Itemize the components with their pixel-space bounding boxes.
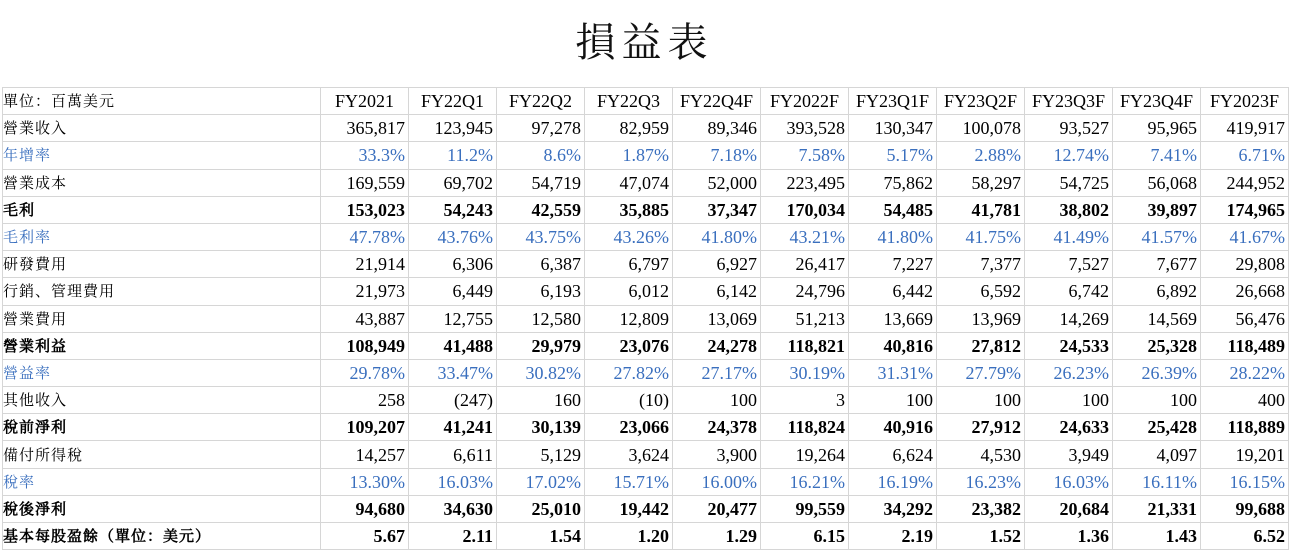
table-cell: 38,802 — [1025, 196, 1113, 223]
table-cell: 26,417 — [761, 251, 849, 278]
table-cell: 6,611 — [409, 441, 497, 468]
table-cell: 69,702 — [409, 169, 497, 196]
income-statement-table — [2, 87, 1289, 550]
table-cell: 100 — [673, 387, 761, 414]
row-label: 毛利率 — [3, 223, 321, 250]
table-cell: 3,900 — [673, 441, 761, 468]
table-cell: 6,592 — [937, 278, 1025, 305]
table-cell: 30.19% — [761, 359, 849, 386]
table-cell: 24,533 — [1025, 332, 1113, 359]
column-header: FY23Q4F — [1113, 88, 1201, 115]
table-cell: 25,010 — [497, 495, 585, 522]
table-cell: 5,129 — [497, 441, 585, 468]
table-cell: 7.58% — [761, 142, 849, 169]
table-cell: 6,387 — [497, 251, 585, 278]
table-cell: 95,965 — [1113, 115, 1201, 142]
table-cell: 6,306 — [409, 251, 497, 278]
table-cell: 41,488 — [409, 332, 497, 359]
column-header: FY23Q3F — [1025, 88, 1113, 115]
table-cell: 7.41% — [1113, 142, 1201, 169]
table-cell: 118,824 — [761, 414, 849, 441]
row-label: 行銷、管理費用 — [3, 278, 321, 305]
table-cell: 29,979 — [497, 332, 585, 359]
table-row — [3, 495, 1289, 522]
table-cell: 21,973 — [321, 278, 409, 305]
table-cell: 1.87% — [585, 142, 673, 169]
table-cell: 47.78% — [321, 223, 409, 250]
table-cell: 26,668 — [1201, 278, 1289, 305]
row-label: 稅後淨利 — [3, 495, 321, 522]
table-cell: 24,633 — [1025, 414, 1113, 441]
table-cell: 6,449 — [409, 278, 497, 305]
table-cell: 12,580 — [497, 305, 585, 332]
table-cell: 223,495 — [761, 169, 849, 196]
row-label: 稅率 — [3, 468, 321, 495]
table-cell: 51,213 — [761, 305, 849, 332]
table-cell: 6,193 — [497, 278, 585, 305]
table-cell: 54,485 — [849, 196, 937, 223]
table-cell: 14,269 — [1025, 305, 1113, 332]
row-label: 其他收入 — [3, 387, 321, 414]
table-cell: 26.39% — [1113, 359, 1201, 386]
table-cell: 6,442 — [849, 278, 937, 305]
table-cell: 23,076 — [585, 332, 673, 359]
table-cell: 34,292 — [849, 495, 937, 522]
table-cell: 97,278 — [497, 115, 585, 142]
table-cell: 24,378 — [673, 414, 761, 441]
table-cell: 42,559 — [497, 196, 585, 223]
page-title: 損益表 — [575, 20, 714, 66]
table-cell: 3,949 — [1025, 441, 1113, 468]
table-cell: 25,428 — [1113, 414, 1201, 441]
table-row — [3, 278, 1289, 305]
table-cell: 2.19 — [849, 523, 937, 550]
table-cell: 1.43 — [1113, 523, 1201, 550]
table-cell: 160 — [497, 387, 585, 414]
table-cell: 14,569 — [1113, 305, 1201, 332]
table-cell: 29.78% — [321, 359, 409, 386]
table-cell: 1.54 — [497, 523, 585, 550]
table-cell: 19,264 — [761, 441, 849, 468]
table-cell: 7,377 — [937, 251, 1025, 278]
table-cell: 30,139 — [497, 414, 585, 441]
table-cell: 153,023 — [321, 196, 409, 223]
row-label: 營益率 — [3, 359, 321, 386]
table-cell: 16.11% — [1113, 468, 1201, 495]
table-cell: 118,889 — [1201, 414, 1289, 441]
row-label: 毛利 — [3, 196, 321, 223]
table-row — [3, 441, 1289, 468]
table-cell: 41.80% — [673, 223, 761, 250]
table-row — [3, 251, 1289, 278]
table-cell: 2.88% — [937, 142, 1025, 169]
table-cell: (10) — [585, 387, 673, 414]
table-cell: 23,066 — [585, 414, 673, 441]
table-cell: 12,809 — [585, 305, 673, 332]
column-header: FY2023F — [1201, 88, 1289, 115]
table-cell: 40,916 — [849, 414, 937, 441]
table-cell: 130,347 — [849, 115, 937, 142]
table-cell: 3,624 — [585, 441, 673, 468]
table-cell: 1.29 — [673, 523, 761, 550]
table-cell: 3 — [761, 387, 849, 414]
table-cell: 43,887 — [321, 305, 409, 332]
table-cell: 16.23% — [937, 468, 1025, 495]
table-cell: 15.71% — [585, 468, 673, 495]
row-label: 稅前淨利 — [3, 414, 321, 441]
table-cell: 100 — [849, 387, 937, 414]
table-cell: 39,897 — [1113, 196, 1201, 223]
table-cell: 14,257 — [321, 441, 409, 468]
table-cell: 31.31% — [849, 359, 937, 386]
table-cell: 54,243 — [409, 196, 497, 223]
table-cell: 6.71% — [1201, 142, 1289, 169]
column-header: FY22Q2 — [497, 88, 585, 115]
unit-label: 單位：百萬美元 — [3, 88, 321, 115]
table-cell: 13,069 — [673, 305, 761, 332]
table-cell: 47,074 — [585, 169, 673, 196]
column-header: FY22Q3 — [585, 88, 673, 115]
table-cell: 43.75% — [497, 223, 585, 250]
table-cell: 4,097 — [1113, 441, 1201, 468]
table-cell: 37,347 — [673, 196, 761, 223]
table-cell: 6,927 — [673, 251, 761, 278]
table-cell: 12.74% — [1025, 142, 1113, 169]
table-cell: 16.15% — [1201, 468, 1289, 495]
table-cell: 30.82% — [497, 359, 585, 386]
table-cell: 58,297 — [937, 169, 1025, 196]
table-cell: 27.17% — [673, 359, 761, 386]
table-cell: 1.52 — [937, 523, 1025, 550]
table-cell: 75,862 — [849, 169, 937, 196]
table-cell: 16.00% — [673, 468, 761, 495]
table-cell: 24,278 — [673, 332, 761, 359]
table-cell: 244,952 — [1201, 169, 1289, 196]
table-cell: 41.57% — [1113, 223, 1201, 250]
table-cell: 393,528 — [761, 115, 849, 142]
table-cell: 54,719 — [497, 169, 585, 196]
table-cell: 109,207 — [321, 414, 409, 441]
table-cell: 27.82% — [585, 359, 673, 386]
column-header: FY23Q2F — [937, 88, 1025, 115]
table-cell: 40,816 — [849, 332, 937, 359]
table-cell: 28.22% — [1201, 359, 1289, 386]
table-cell: 41.80% — [849, 223, 937, 250]
table-cell: 24,796 — [761, 278, 849, 305]
table-row — [3, 468, 1289, 495]
column-header: FY22Q4F — [673, 88, 761, 115]
table-cell: 11.2% — [409, 142, 497, 169]
table-cell: 6.52 — [1201, 523, 1289, 550]
table-cell: 33.3% — [321, 142, 409, 169]
table-cell: 56,068 — [1113, 169, 1201, 196]
table-cell: 41.67% — [1201, 223, 1289, 250]
row-label: 年增率 — [3, 142, 321, 169]
table-cell: 4,530 — [937, 441, 1025, 468]
table-cell: 16.03% — [1025, 468, 1113, 495]
table-cell: 13.30% — [321, 468, 409, 495]
column-header: FY2021 — [321, 88, 409, 115]
table-cell: 43.26% — [585, 223, 673, 250]
table-cell: 26.23% — [1025, 359, 1113, 386]
table-cell: 43.21% — [761, 223, 849, 250]
table-cell: 6,012 — [585, 278, 673, 305]
table-cell: 6,742 — [1025, 278, 1113, 305]
table-cell: 20,684 — [1025, 495, 1113, 522]
table-row — [3, 196, 1289, 223]
table-cell: 13,669 — [849, 305, 937, 332]
table-cell: 8.6% — [497, 142, 585, 169]
table-cell: 94,680 — [321, 495, 409, 522]
table-cell: 2.11 — [409, 523, 497, 550]
table-cell: 35,885 — [585, 196, 673, 223]
table-cell: 170,034 — [761, 196, 849, 223]
table-cell: 41,781 — [937, 196, 1025, 223]
table-row — [3, 142, 1289, 169]
table-cell: 1.20 — [585, 523, 673, 550]
table-row — [3, 523, 1289, 550]
table-cell: 6,624 — [849, 441, 937, 468]
row-label: 營業收入 — [3, 115, 321, 142]
table-cell: 123,945 — [409, 115, 497, 142]
table-cell: 52,000 — [673, 169, 761, 196]
table-cell: 7,227 — [849, 251, 937, 278]
header-row — [3, 88, 1289, 115]
table-cell: 34,630 — [409, 495, 497, 522]
table-cell: 5.67 — [321, 523, 409, 550]
table-cell: 258 — [321, 387, 409, 414]
table-cell: 19,442 — [585, 495, 673, 522]
table-cell: 174,965 — [1201, 196, 1289, 223]
table-cell: 118,821 — [761, 332, 849, 359]
table-cell: 25,328 — [1113, 332, 1201, 359]
table-cell: 169,559 — [321, 169, 409, 196]
table-cell: 419,917 — [1201, 115, 1289, 142]
table-cell: 12,755 — [409, 305, 497, 332]
table-cell: 41.49% — [1025, 223, 1113, 250]
table-cell: 7.18% — [673, 142, 761, 169]
table-cell: 82,959 — [585, 115, 673, 142]
table-cell: 89,346 — [673, 115, 761, 142]
table-cell: (247) — [409, 387, 497, 414]
table-cell: 7,677 — [1113, 251, 1201, 278]
table-row — [3, 169, 1289, 196]
column-header: FY22Q1 — [409, 88, 497, 115]
table-cell: 7,527 — [1025, 251, 1113, 278]
row-label: 營業利益 — [3, 332, 321, 359]
row-label: 營業費用 — [3, 305, 321, 332]
table-cell: 100 — [937, 387, 1025, 414]
table-row — [3, 359, 1289, 386]
row-label: 備付所得稅 — [3, 441, 321, 468]
table-cell: 29,808 — [1201, 251, 1289, 278]
table-cell: 23,382 — [937, 495, 1025, 522]
table-cell: 6,797 — [585, 251, 673, 278]
table-cell: 43.76% — [409, 223, 497, 250]
column-header: FY23Q1F — [849, 88, 937, 115]
table-cell: 6,142 — [673, 278, 761, 305]
table-cell: 1.36 — [1025, 523, 1113, 550]
table-cell: 400 — [1201, 387, 1289, 414]
table-cell: 99,688 — [1201, 495, 1289, 522]
row-label: 研發費用 — [3, 251, 321, 278]
table-row — [3, 414, 1289, 441]
table-row — [3, 332, 1289, 359]
table-cell: 27,812 — [937, 332, 1025, 359]
table-cell: 100 — [1113, 387, 1201, 414]
table-row — [3, 223, 1289, 250]
table-cell: 19,201 — [1201, 441, 1289, 468]
table-row — [3, 115, 1289, 142]
table-cell: 17.02% — [497, 468, 585, 495]
table-cell: 54,725 — [1025, 169, 1113, 196]
table-cell: 41.75% — [937, 223, 1025, 250]
table-cell: 93,527 — [1025, 115, 1113, 142]
table-cell: 16.19% — [849, 468, 937, 495]
table-cell: 118,489 — [1201, 332, 1289, 359]
table-row — [3, 305, 1289, 332]
table-cell: 13,969 — [937, 305, 1025, 332]
table-cell: 21,331 — [1113, 495, 1201, 522]
table-cell: 108,949 — [321, 332, 409, 359]
table-cell: 27.79% — [937, 359, 1025, 386]
table-cell: 41,241 — [409, 414, 497, 441]
table-cell: 33.47% — [409, 359, 497, 386]
table-cell: 27,912 — [937, 414, 1025, 441]
table-cell: 99,559 — [761, 495, 849, 522]
table-cell: 56,476 — [1201, 305, 1289, 332]
table-cell: 21,914 — [321, 251, 409, 278]
table-cell: 6,892 — [1113, 278, 1201, 305]
table-cell: 365,817 — [321, 115, 409, 142]
table-cell: 100,078 — [937, 115, 1025, 142]
table-cell: 6.15 — [761, 523, 849, 550]
column-header: FY2022F — [761, 88, 849, 115]
table-row — [3, 387, 1289, 414]
table-cell: 16.21% — [761, 468, 849, 495]
row-label: 營業成本 — [3, 169, 321, 196]
table-cell: 16.03% — [409, 468, 497, 495]
table-cell: 100 — [1025, 387, 1113, 414]
table-cell: 5.17% — [849, 142, 937, 169]
table-cell: 20,477 — [673, 495, 761, 522]
row-label: 基本每股盈餘（單位：美元） — [3, 523, 321, 550]
